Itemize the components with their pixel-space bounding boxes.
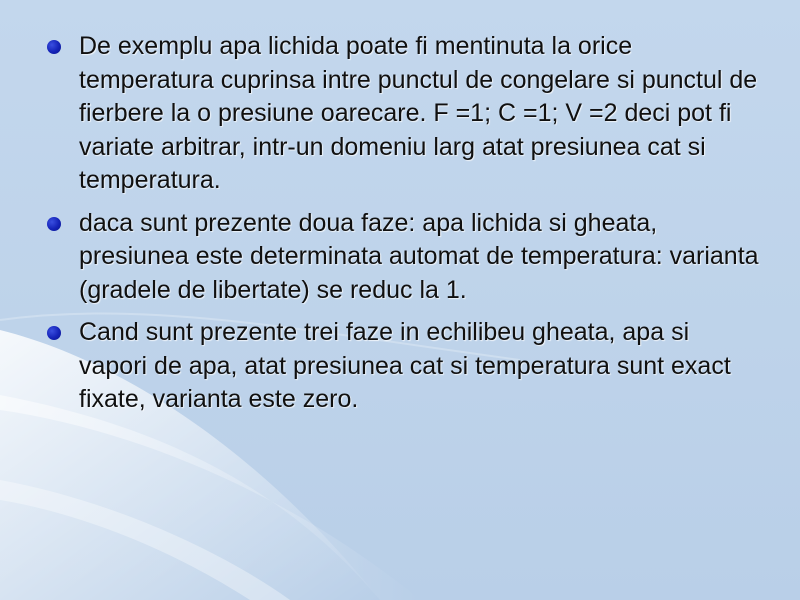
bullet-dot-icon xyxy=(47,40,61,54)
bullet-dot-icon xyxy=(47,217,61,231)
bullet-text: Cand sunt prezente trei faze in echilibeu gheata, apa si vapori de apa, atat presiunea cat si temperatura sunt exact fixate, varianta este zero. xyxy=(79,318,731,413)
bullet-text: daca sunt prezente doua faze: apa lichida si gheata, presiunea este determinata automat de temperatura: varianta (gradele de libertate) se reduc la 1. xyxy=(79,208,759,304)
bullet-dot-icon xyxy=(47,326,61,340)
bullet-list xyxy=(44,30,764,417)
bullet-item xyxy=(44,30,764,198)
slide-content xyxy=(44,30,764,426)
bullet-item xyxy=(44,207,764,308)
bullet-text: De exemplu apa lichida poate fi mentinuta la orice temperatura cuprinsa intre punctul de congelare si punctul de fierbere la o presiune oarecare. F =1; C =1; V =2 deci pot fi variate arbitrar, intr-un domeniu larg atat presiunea cat si temperatura. xyxy=(79,32,758,194)
bullet-item xyxy=(44,316,764,417)
